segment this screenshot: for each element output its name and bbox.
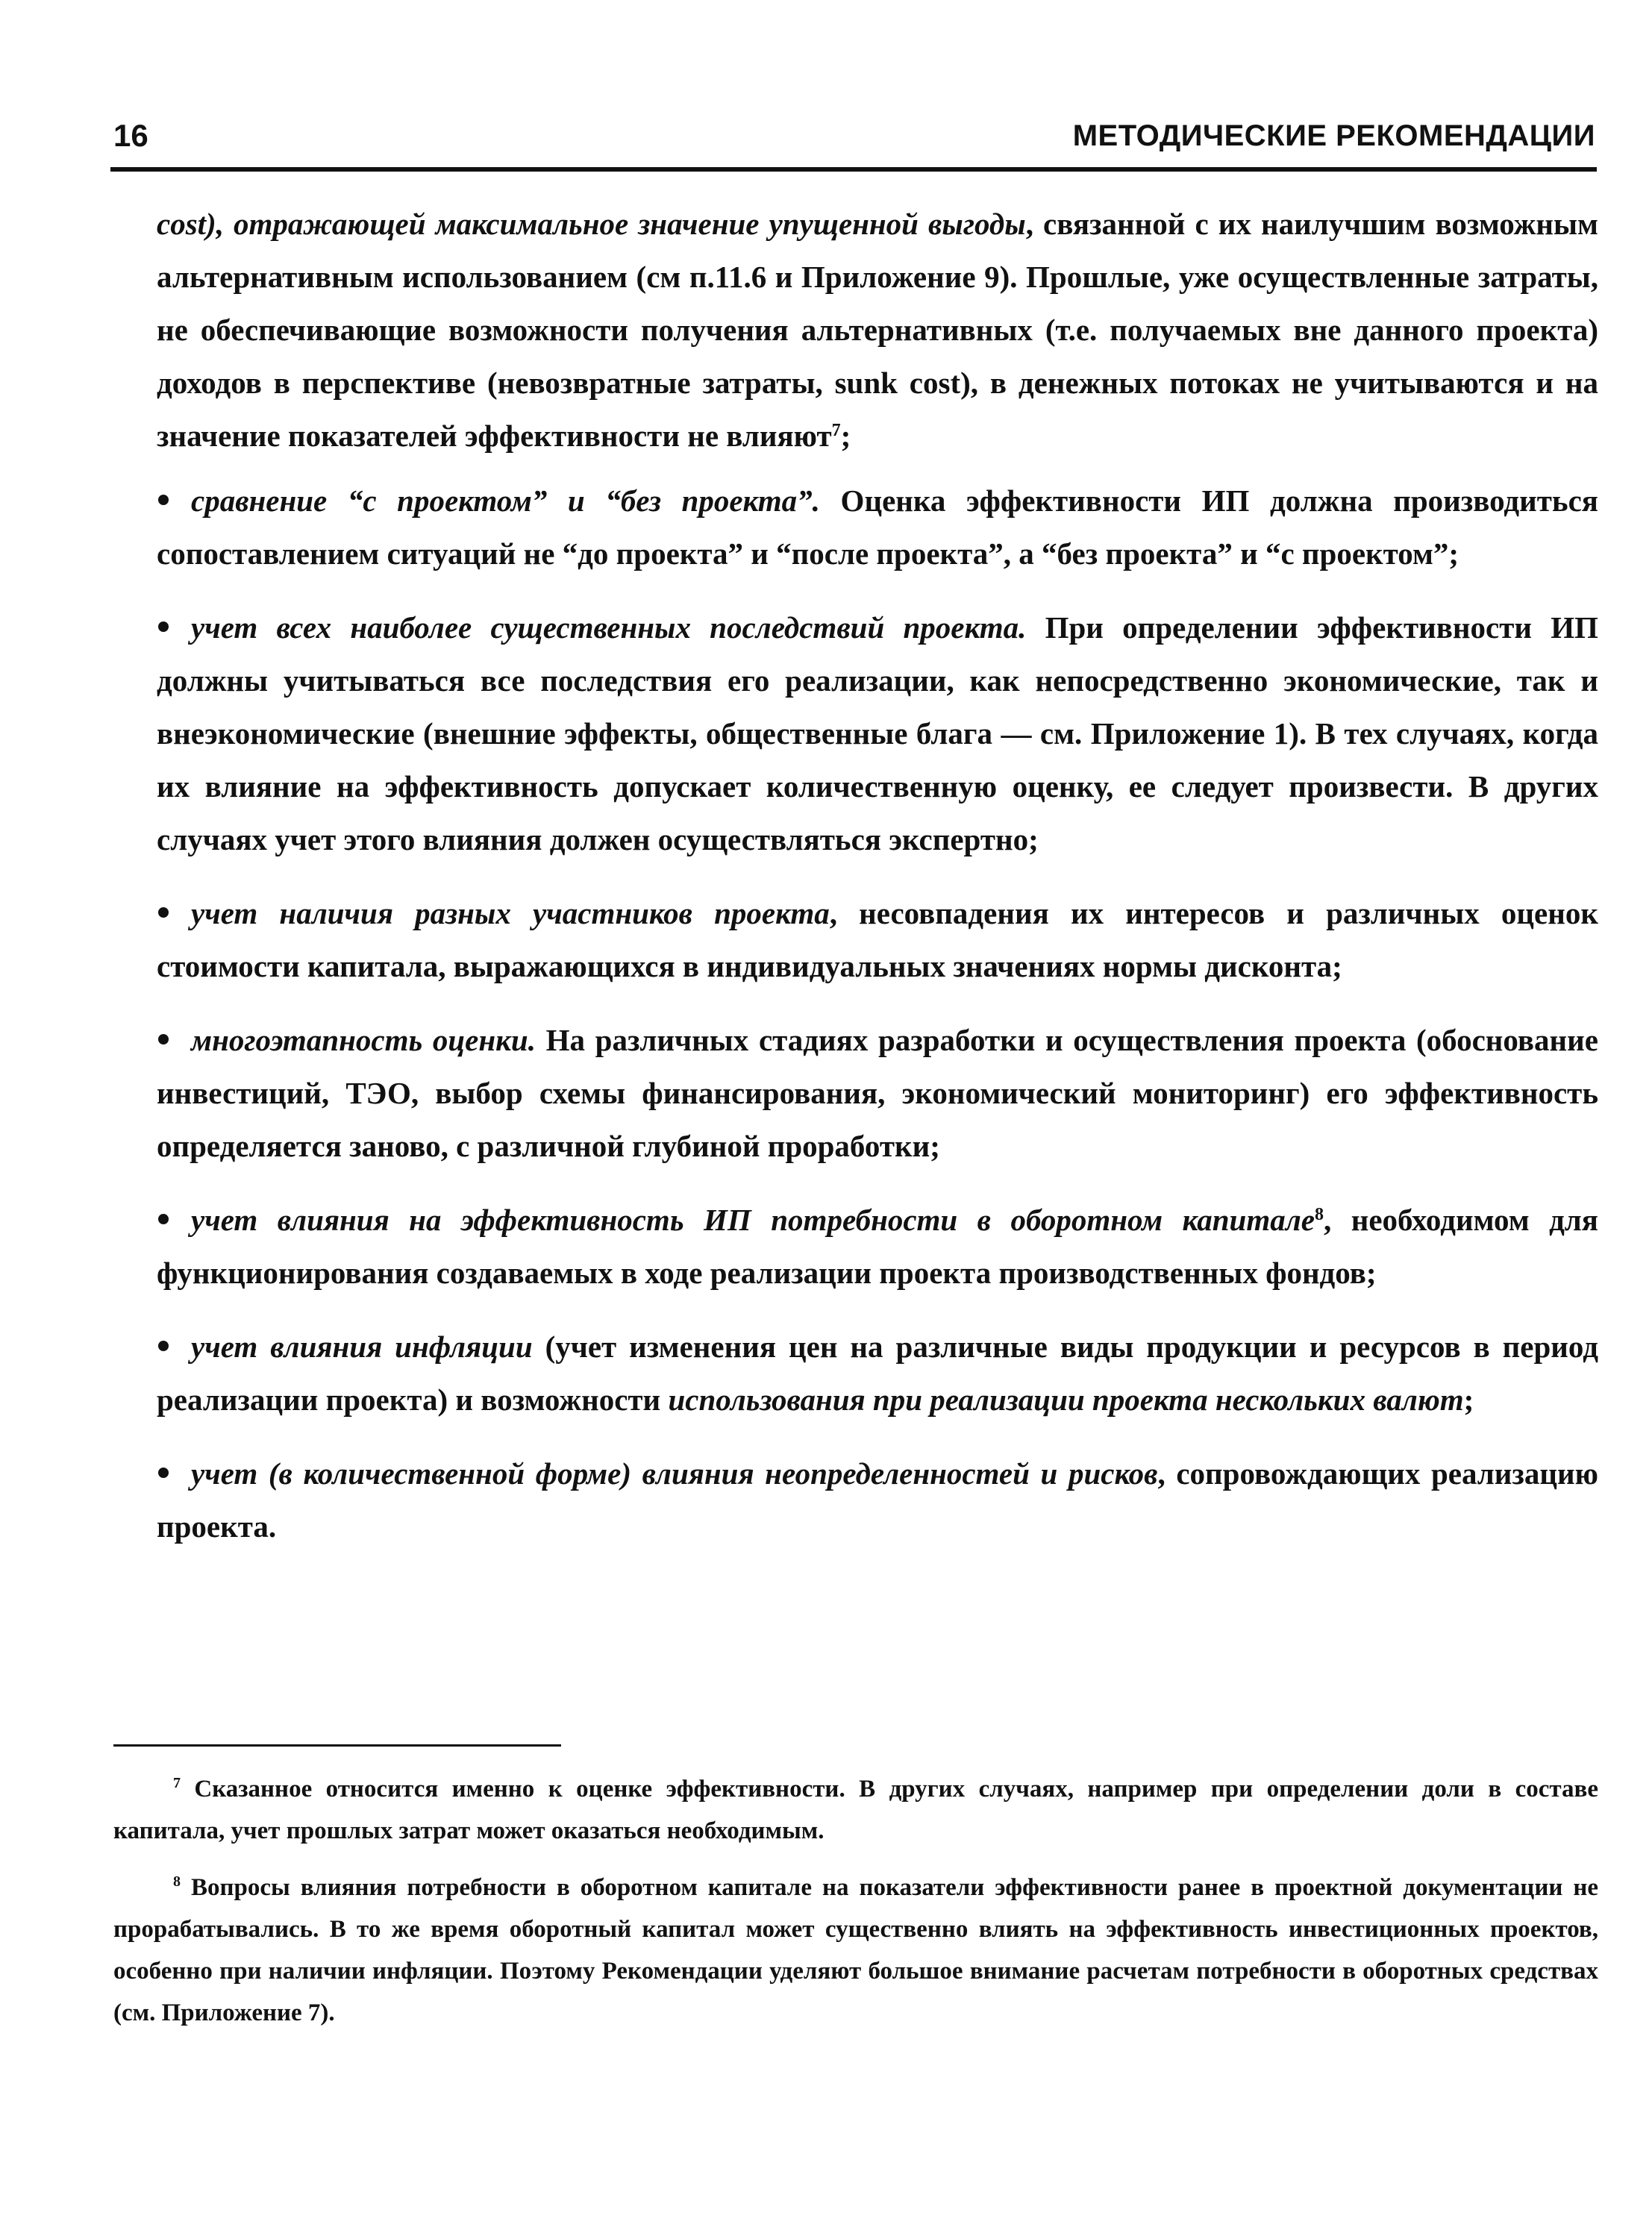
list-item-italic: учет наличия разных участников проекта bbox=[191, 896, 830, 930]
list-item-text: , несовпадения их интересов и различных оценок стоимости капитала, выражающихся в индивидуальных значениях нормы дисконта; bbox=[157, 896, 1598, 983]
list-item bbox=[157, 601, 1598, 866]
list-item-text-2: ; bbox=[1463, 1382, 1474, 1417]
footnote-ref-7[interactable]: 7 bbox=[831, 421, 841, 440]
page-number: 16 bbox=[113, 118, 148, 153]
bullet-icon bbox=[158, 1034, 169, 1045]
intro-text: , связанной с их наилучшим возможным альтернативным использованием (см п.11.6 и Приложение 9). Прошлые, уже осуществленные затраты, не обеспечивающие возможности получения альтернативных (т.е. получаемых вне данного проекта) доходов в перспективе (невозвратные затраты, sunk cost), в денежных потоках не учитываются и на значение показателей эффективности не влияют bbox=[157, 207, 1598, 453]
bullet-icon bbox=[158, 621, 169, 632]
list-item-italic: учет влияния на эффективность ИП потребности в оборотном капитале bbox=[191, 1203, 1315, 1237]
list-item-text: (учет изменения цен на различные виды продукции и ресурсов в период реализации проекта) и возможности bbox=[157, 1330, 1598, 1417]
list-item-italic: многоэтапность оценки. bbox=[191, 1023, 536, 1057]
list-item bbox=[157, 1321, 1598, 1426]
list-item-italic: учет влияния инфляции bbox=[191, 1330, 533, 1364]
list-item-text: , необходимом для функционирования создаваемых в ходе реализации проекта производственных фондов; bbox=[157, 1203, 1598, 1290]
list-item bbox=[157, 1014, 1598, 1173]
footnotes bbox=[113, 1768, 1598, 2049]
footnote-number: 7 bbox=[173, 1775, 181, 1791]
footnote-text: Вопросы влияния потребности в оборотном капитале на показатели эффективности ранее в проектной документации не прорабатывались. В то же время оборотный капитал может существенно влиять на эффективность инвестиционных проектов, особенно при наличии инфляции. Поэтому Рекомендации уделяют большое внимание расчетам потребности в оборотных средствах (см. Приложение 7). bbox=[113, 1874, 1598, 2026]
bullet-icon bbox=[158, 1214, 169, 1224]
footnote-8 bbox=[113, 1867, 1598, 2034]
body-text bbox=[157, 198, 1598, 1574]
bullet-icon bbox=[158, 1468, 169, 1478]
list-item-text: При определении эффективности ИП должны учитываться все последствия его реализации, как непосредственно экономические, так и внеэкономические (внешние эффекты, общественные блага — см. Приложение 1). В тех случаях, когда их влияние на эффективность допускает количественную оценку, ее следует произвести. В других случаях учет этого влияния должен осуществляться экспертно; bbox=[157, 610, 1598, 856]
running-title: МЕТОДИЧЕСКИЕ РЕКОМЕНДАЦИИ bbox=[1072, 119, 1595, 152]
list-item bbox=[157, 1194, 1598, 1300]
list-item-italic: учет всех наиболее существенных последствий проекта. bbox=[191, 610, 1027, 645]
list-item bbox=[157, 475, 1598, 580]
list-item bbox=[157, 1447, 1598, 1553]
footnote-rule bbox=[113, 1744, 561, 1747]
header-rule bbox=[110, 167, 1597, 172]
footnote-text: Сказанное относится именно к оценке эффективности. В других случаях, например при определении доли в составе капитала, учет прошлых затрат может оказаться необходимым. bbox=[113, 1776, 1598, 1844]
footnote-number: 8 bbox=[173, 1873, 181, 1890]
bullet-icon bbox=[158, 907, 169, 918]
bullet-icon bbox=[158, 495, 169, 505]
list-item-text: Оценка эффективности ИП должна производиться сопоставлением ситуаций не “до проекта” и “после проекта”, а “без проекта” и “с проектом”; bbox=[157, 483, 1598, 571]
footnote-7 bbox=[113, 1768, 1598, 1852]
intro-italic: cost), отражающей максимальное значение упущенной выгоды bbox=[157, 207, 1026, 241]
page-header bbox=[110, 112, 1595, 172]
list-item-italic-2: использования при реализации проекта нескольких валют bbox=[668, 1382, 1464, 1417]
intro-paragraph bbox=[157, 198, 1598, 463]
list-item-text: На различных стадиях разработки и осуществления проекта (обоснование инвестиций, ТЭО, выбор схемы финансирования, экономический мониторинг) его эффективность определяется заново, с различной глубиной проработки; bbox=[157, 1023, 1598, 1163]
list-item-text: , сопровождающих реализацию проекта. bbox=[157, 1456, 1598, 1544]
bullet-icon bbox=[158, 1341, 169, 1351]
intro-tail: ; bbox=[840, 419, 851, 453]
list-item-italic: учет (в количественной форме) влияния неопределенностей и рисков bbox=[191, 1456, 1158, 1491]
list-item-italic: сравнение “с проектом” и “без проекта”. bbox=[191, 483, 820, 518]
footnote-ref-8[interactable]: 8 bbox=[1315, 1205, 1324, 1224]
list-item bbox=[157, 887, 1598, 993]
